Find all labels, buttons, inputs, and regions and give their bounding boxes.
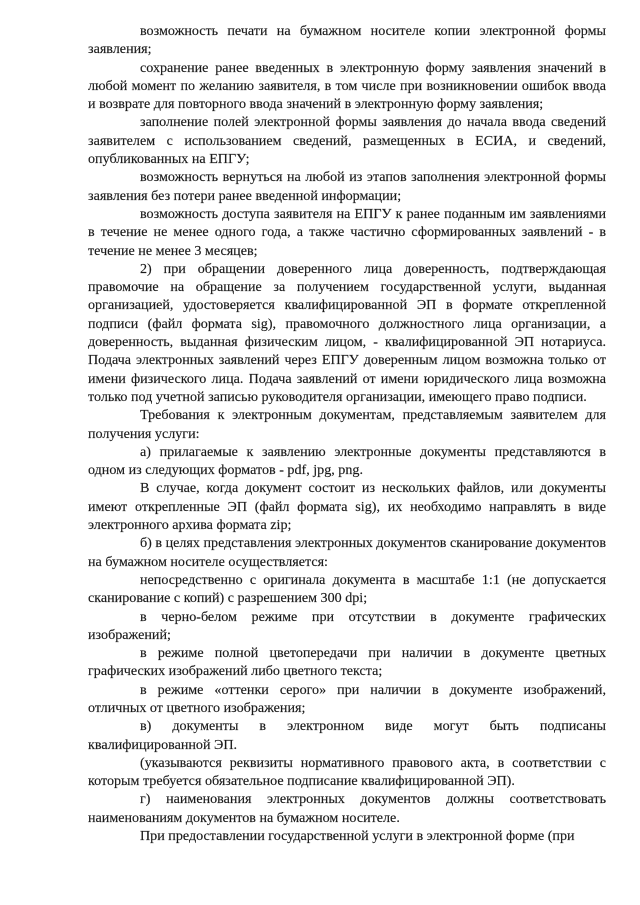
paragraph-7: Требования к электронным документам, представляемым заявителем для получения услуги: xyxy=(88,407,606,442)
paragraph-9: В случае, когда документ состоит из нескольких файлов, или документы имеют открепленные ЭП (файл формата sig), их необходимо направлять в виде электронного архива формата zip; xyxy=(88,480,606,534)
paragraph-8: а) прилагаемые к заявлению электронные документы представляются в одном из следующих форматов - pdf, jpg, png. xyxy=(88,443,606,479)
paragraph-6: 2) при обращении доверенного лица доверенность, подтверждающая правомочие на обращение за получением государственной услуги, выданная организацией, удостоверяется квалифицированной ЭП в формате открепленной подписи (файл формата sig), правомочного должностного лица организации, а доверенность, выданная физическим лицом, - квалифицированной ЭП нотариуса. Подача электронных заявлений через ЕПГУ доверенным лицом возможна только от имени физического лица. Подача заявлений от имени юридического лица возможна только под учетной записью руководителя организации, имеющего право подписи. xyxy=(88,260,606,405)
paragraph-4: возможность вернуться на любой из этапов заполнения электронной формы заявления без потери ранее введенной информации; xyxy=(88,169,606,204)
paragraph-1: возможность печати на бумажном носителе копии электронной формы заявления; xyxy=(88,23,606,58)
paragraph-3: заполнение полей электронной формы заявления до начала ввода сведений заявителем с использованием сведений, размещенных в ЕСИА, и сведений, опубликованных на ЕПГУ; xyxy=(88,114,606,168)
paragraph-11: непосредственно с оригинала документа в масштабе 1:1 (не допускается сканирование с копий) с разрешением 300 dpi; xyxy=(88,571,606,607)
paragraph-13: в режиме полной цветопередачи при наличии в документе цветных графических изображений либо цветного текста; xyxy=(88,645,606,680)
paragraph-15: в) документы в электронном виде могут быть подписаны квалифицированной ЭП. xyxy=(88,718,606,753)
paragraph-2: сохранение ранее введенных в электронную форму заявления значений в любой момент по желанию заявителя, в том числе при возникновении ошибок ввода и возврате для повторного ввода значений в электронную форму заявления; xyxy=(88,59,606,113)
paragraph-17: г) наименования электронных документов должны соответствовать наименованиям документов на бумажном носителе. xyxy=(88,791,606,826)
paragraph-14: в режиме «оттенки серого» при наличии в документе изображений, отличных от цветного изображения; xyxy=(88,681,606,716)
paragraph-5: возможность доступа заявителя на ЕПГУ к ранее поданным им заявлениями в течение не менее одного года, а также частично сформированных заявлений - в течение не менее 3 месяцев; xyxy=(88,205,606,259)
paragraph-18: При предоставлении государственной услуги в электронной форме (при xyxy=(140,828,575,845)
paragraph-16: (указываются реквизиты нормативного правового акта, в соответствии с которым требуется обязательное подписание квалифицированной ЭП). xyxy=(88,754,606,790)
paragraph-12: в черно-белом режиме при отсутствии в документе графических изображений; xyxy=(88,608,606,643)
paragraph-10: б) в целях представления электронных документов сканирование документов на бумажном носителе осуществляется: xyxy=(88,535,606,570)
